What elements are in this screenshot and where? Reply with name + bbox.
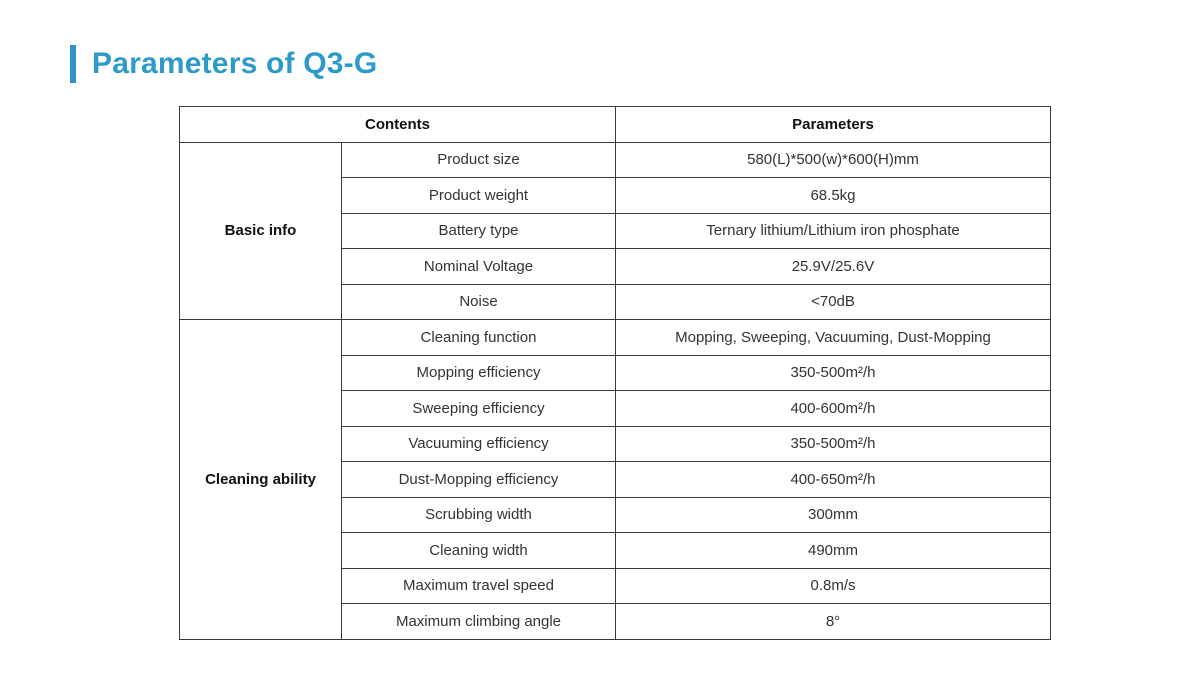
row-item: Product weight (342, 178, 616, 214)
row-item: Dust-Mopping efficiency (342, 462, 616, 498)
table-row (180, 320, 1051, 356)
header-parameters: Parameters (616, 107, 1051, 143)
row-item: Vacuuming efficiency (342, 426, 616, 462)
row-value: 400-650m²/h (616, 462, 1051, 498)
row-value: 0.8m/s (616, 568, 1051, 604)
row-item: Maximum travel speed (342, 568, 616, 604)
row-item: Product size (342, 142, 616, 178)
group-label-basic-info: Basic info (180, 142, 342, 320)
parameters-table (179, 106, 1051, 640)
row-value: Ternary lithium/Lithium iron phosphate (616, 213, 1051, 249)
row-item: Nominal Voltage (342, 249, 616, 285)
row-value: <70dB (616, 284, 1051, 320)
row-item: Cleaning width (342, 533, 616, 569)
table-header-row (180, 107, 1051, 143)
row-value: 350-500m²/h (616, 426, 1051, 462)
page-title: Parameters of Q3-G (92, 47, 378, 80)
row-item: Mopping efficiency (342, 355, 616, 391)
row-value: 25.9V/25.6V (616, 249, 1051, 285)
row-item: Battery type (342, 213, 616, 249)
row-value: 400-600m²/h (616, 391, 1051, 427)
row-item: Noise (342, 284, 616, 320)
row-value: 490mm (616, 533, 1051, 569)
title-accent-bar (70, 45, 76, 83)
row-item: Sweeping efficiency (342, 391, 616, 427)
row-value: 580(L)*500(w)*600(H)mm (616, 142, 1051, 178)
header-contents: Contents (180, 107, 616, 143)
row-item: Scrubbing width (342, 497, 616, 533)
row-value: 8° (616, 604, 1051, 640)
row-value: 68.5kg (616, 178, 1051, 214)
table-row (180, 142, 1051, 178)
row-value: 350-500m²/h (616, 355, 1051, 391)
row-value: 300mm (616, 497, 1051, 533)
group-label-cleaning-ability: Cleaning ability (180, 320, 342, 640)
row-item: Maximum climbing angle (342, 604, 616, 640)
row-value: Mopping, Sweeping, Vacuuming, Dust-Mopping (616, 320, 1051, 356)
row-item: Cleaning function (342, 320, 616, 356)
